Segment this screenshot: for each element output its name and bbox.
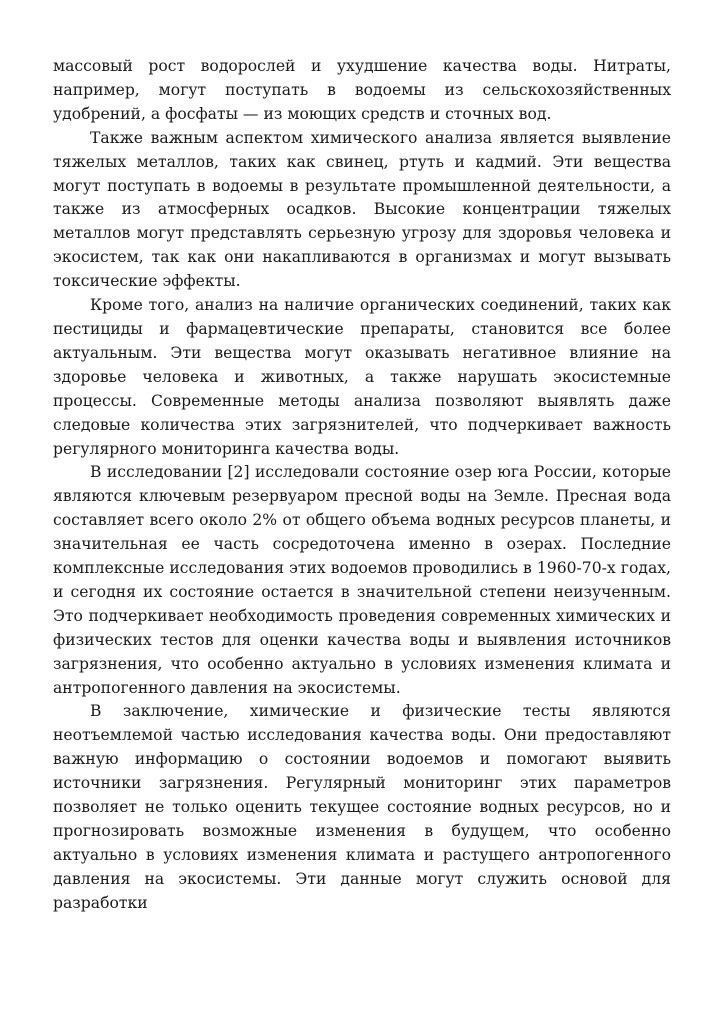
paragraph-lakes-study: В исследовании [2] исследовали состояние озер юга России, которые являются ключевым резервуаром пресной воды на Земле. Пресная вода составляет всего около 2% от общего объема водных ресурсов планеты, и значительная ее часть сосредоточена именно в озерах. Последние комплексные исследования этих водоемов проводились в 1960-70-х годах, и сегодня их состояние остается в значительной степени неизученным. Это подчеркивает необходимость проведения современных химических и физических тестов для оценки качества воды и выявления источников загрязнения, что особенно актуально в условиях изменения климата и антропогенного давления на экосистемы. [53,463,671,697]
document-page [53,55,671,916]
paragraph-organic-compounds: Кроме того, анализ на наличие органических соединений, таких как пестициды и фармацевтические препараты, становится все более актуальным. Эти вещества могут оказывать негативное влияние на здоровье человека и животных, а также нарушать экосистемные процессы. Современные методы анализа позволяют выявлять даже следовые количества этих загрязнителей, что подчеркивает важность регулярного мониторинга качества воды. [53,296,671,458]
paragraph-conclusion: В заключение, химические и физические тесты являются неотъемлемой частью исследования качества воды. Они предоставляют важную информацию о состоянии водоемов и помогают выявить источники загрязнения. Регулярный мониторинг этих параметров позволяет не только оценить текущее состояние водных ресурсов, но и прогнозировать возможные изменения в будущем, что особенно актуально в условиях изменения климата и растущего антропогенного давления на экосистемы. Эти данные могут служить основой для разработки [53,702,671,912]
paragraph-heavy-metals: Также важным аспектом химического анализа является выявление тяжелых металлов, таких как свинец, ртуть и кадмий. Эти вещества могут поступать в водоемы в результате промышленной деятельности, а также из атмосферных осадков. Высокие концентрации тяжелых металлов могут представлять серьезную угрозу для здоровья человека и экосистем, так как они накапливаются в организмах и могут вызывать токсические эффекты. [53,128,671,291]
paragraph-nutrients: массовый рост водорослей и ухудшение качества воды. Нитраты, например, могут поступать в водоемы из сельскохозяйственных удобрений, а фосфаты — из моющих средств и сточных вод. [53,57,671,123]
